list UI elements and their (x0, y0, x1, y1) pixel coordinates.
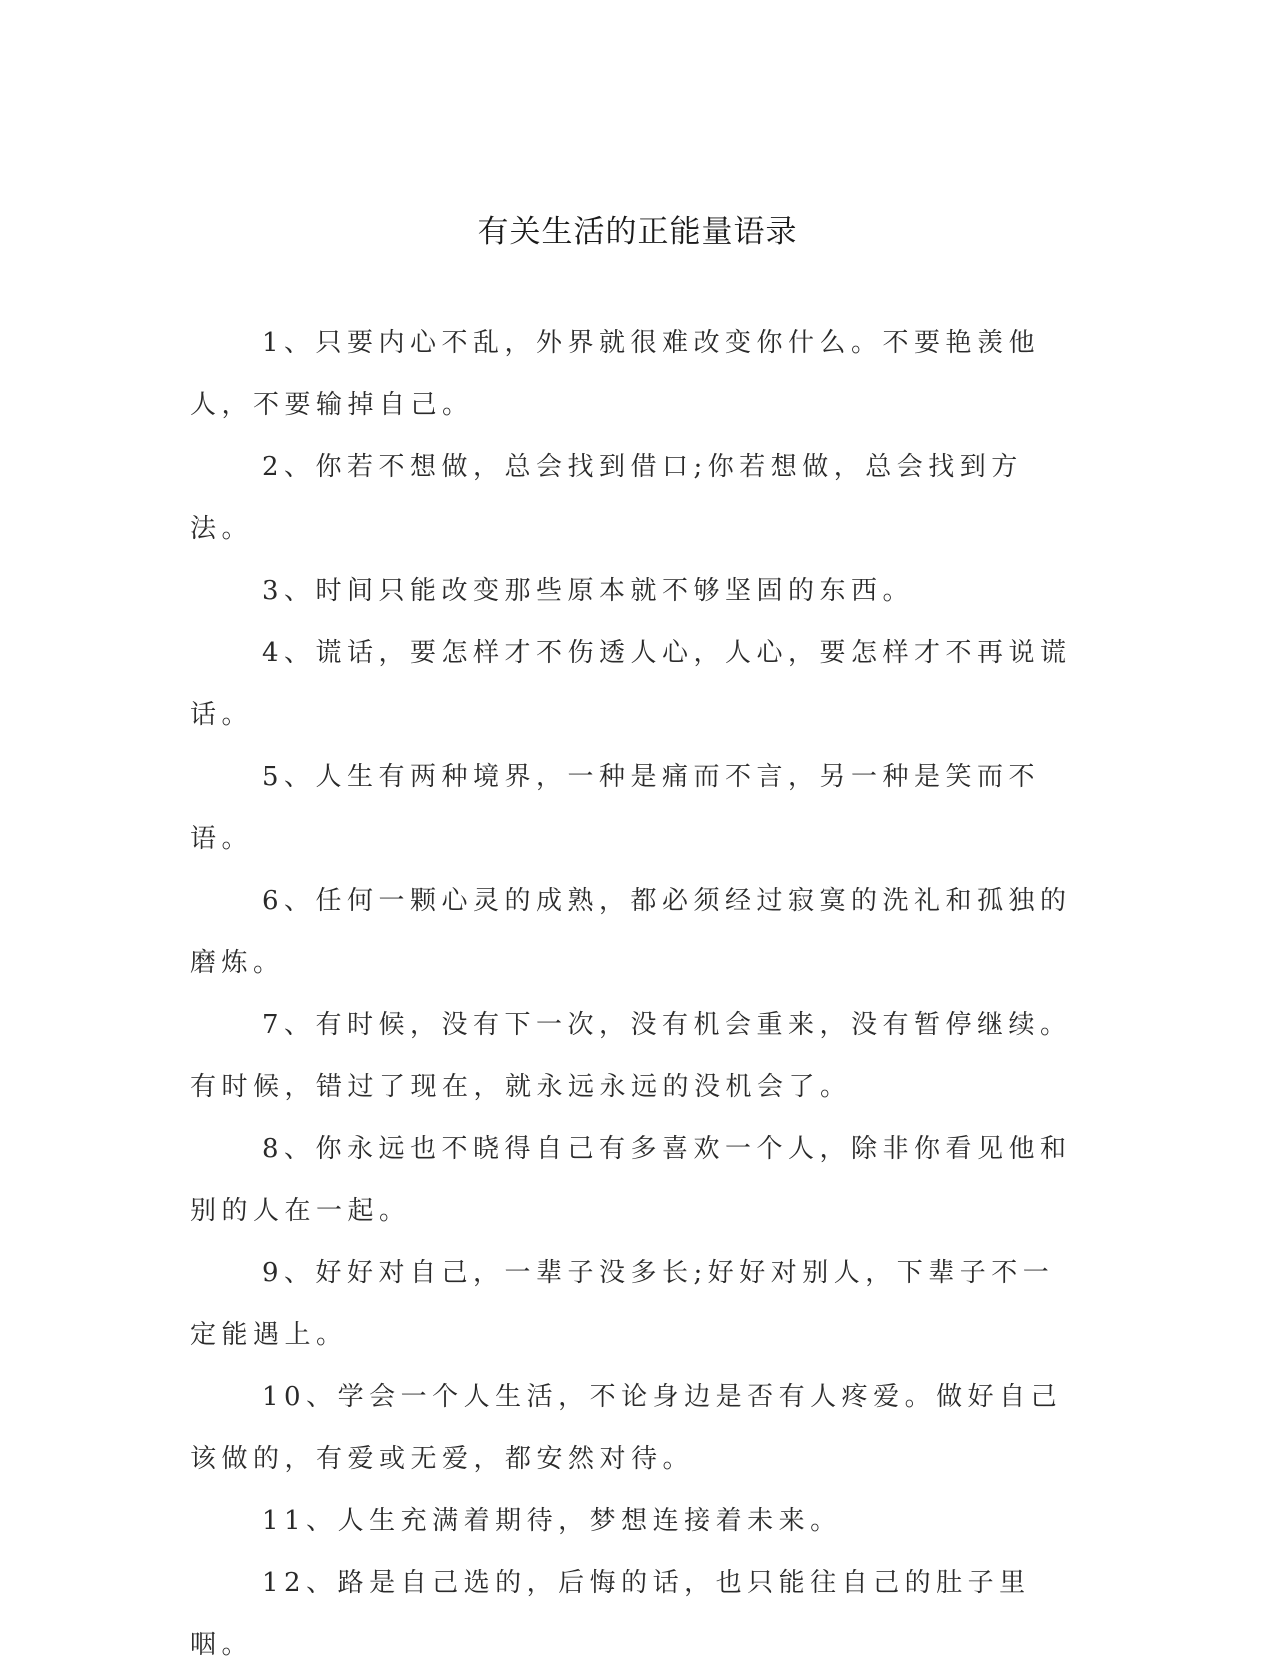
quote-paragraph-1: 1、只要内心不乱，外界就很难改变你什么。不要艳羡他人，不要输掉自己。 (190, 328, 1041, 420)
quote-paragraph-4: 4、谎话，要怎样才不伤透人心，人心，要怎样才不再说谎话。 (190, 638, 1072, 730)
quote-paragraph-10: 10、学会一个人生活，不论身边是否有人疼爱。做好自己该做的，有爱或无爱，都安然对待。 (190, 1382, 1063, 1474)
quote-paragraph-5: 5、人生有两种境界，一种是痛而不言，另一种是笑而不语。 (190, 762, 1041, 854)
quote-paragraph-8: 8、你永远也不晓得自己有多喜欢一个人，除非你看见他和别的人在一起。 (190, 1134, 1072, 1226)
document-title: 有关生活的正能量语录 (477, 214, 798, 250)
quote-paragraph-2: 2、你若不想做，总会找到借口;你若想做，总会找到方法。 (190, 452, 1023, 544)
quote-paragraph-3: 3、时间只能改变那些原本就不够坚固的东西。 (262, 576, 915, 606)
quote-paragraph-6: 6、任何一颗心灵的成熟，都必须经过寂寞的洗礼和孤独的磨炼。 (190, 886, 1072, 978)
quote-paragraph-7: 7、有时候，没有下一次，没有机会重来，没有暂停继续。有时候，错过了现在，就永远永远的没机会了。 (190, 1010, 1072, 1102)
quote-paragraph-9: 9、好好对自己，一辈子没多长;好好对别人，下辈子不一定能遇上。 (190, 1258, 1055, 1350)
quote-paragraph-12: 12、路是自己选的，后悔的话，也只能往自己的肚子里咽。 (190, 1568, 1031, 1660)
document-body (190, 312, 1072, 1676)
quote-paragraph-11: 11、人生充满着期待，梦想连接着未来。 (262, 1506, 842, 1536)
